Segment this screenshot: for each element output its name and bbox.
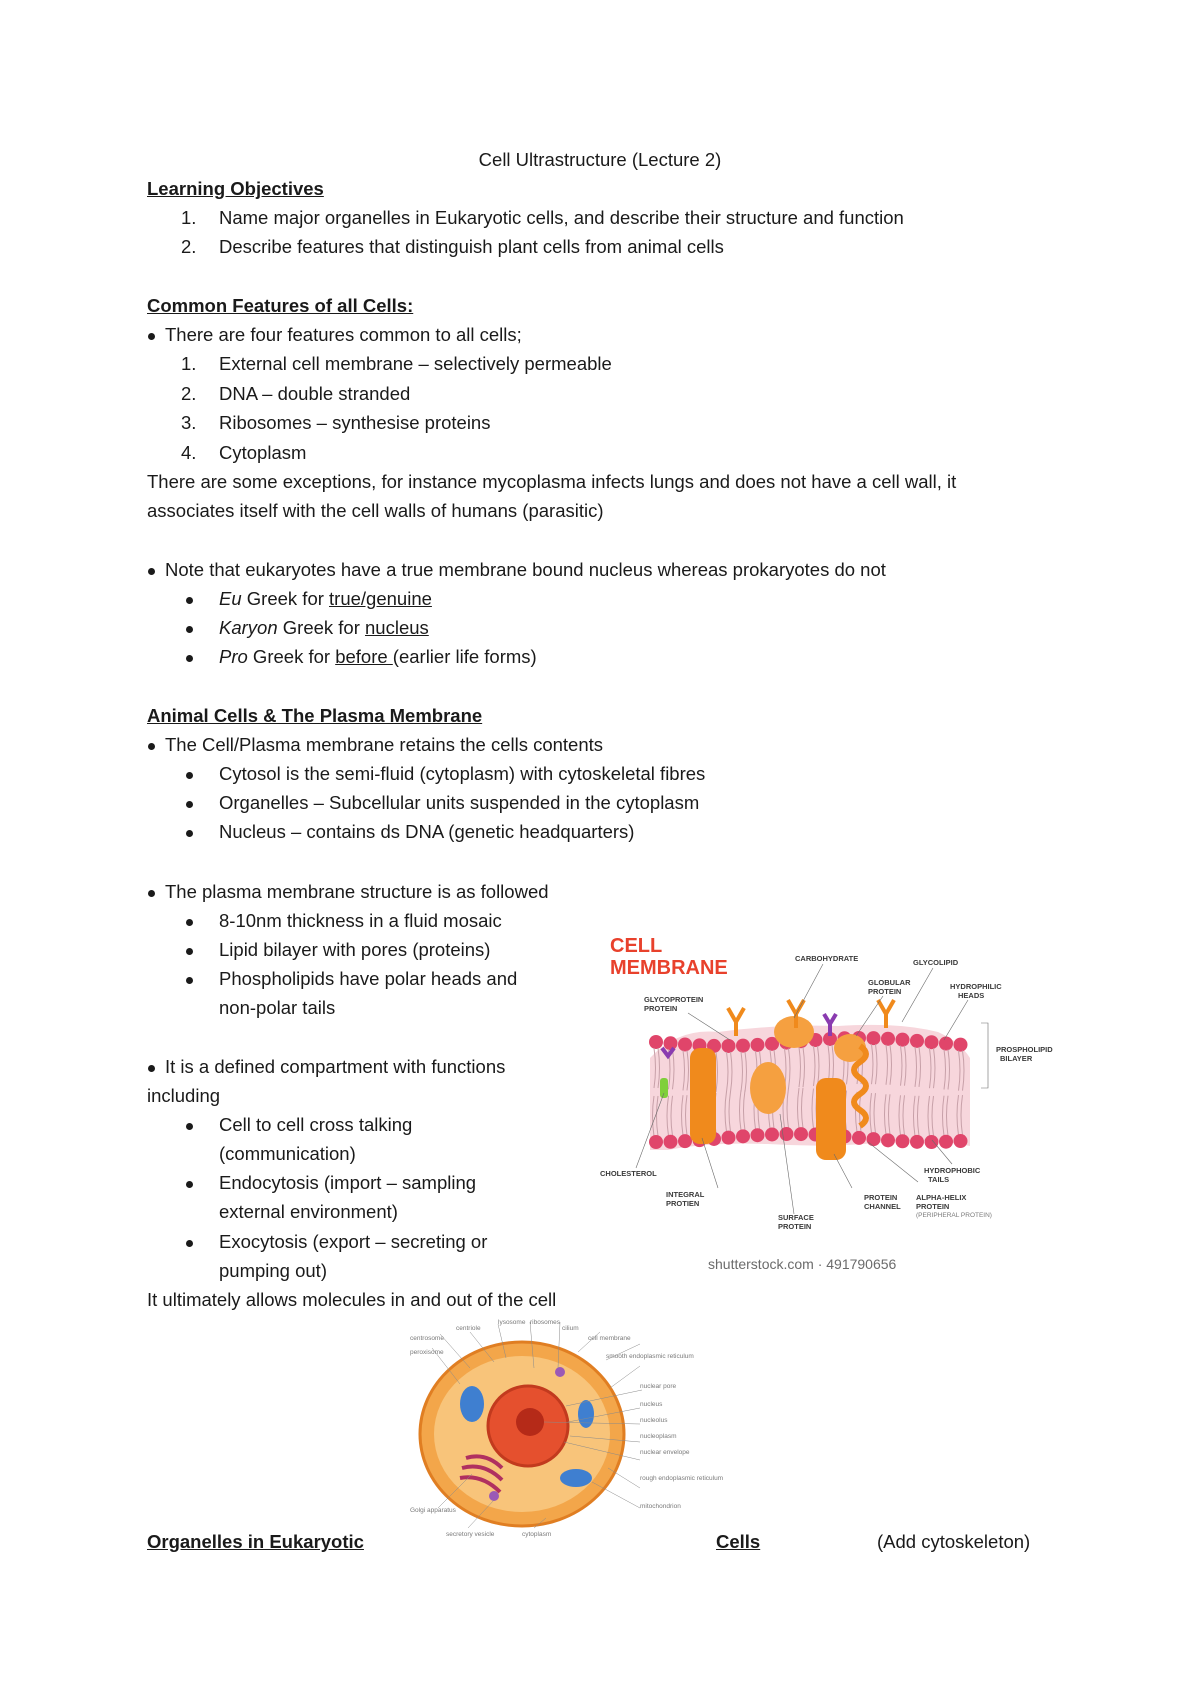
list-number: 2. bbox=[181, 383, 197, 404]
label-rough-er: rough endoplasmic reticulum bbox=[640, 1475, 724, 1482]
bullet-dot bbox=[186, 772, 193, 779]
organelles-heading-cells: Cells bbox=[716, 1531, 761, 1552]
label-hydrophobic: HYDROPHOBIC bbox=[924, 1166, 981, 1175]
animal-point-cont: including bbox=[147, 1085, 221, 1106]
label-alpha-helix: PROTEIN bbox=[916, 1202, 950, 1211]
mitochondrion bbox=[560, 1469, 592, 1487]
term: Karyon bbox=[219, 617, 278, 638]
phospholipid-head bbox=[954, 1134, 968, 1148]
cholesterol bbox=[660, 1078, 668, 1098]
objectives-heading: Learning Objectives bbox=[147, 178, 324, 199]
label-hydrophilic: HEADS bbox=[958, 991, 985, 1000]
phospholipid-head bbox=[765, 1127, 779, 1141]
phospholipid-head bbox=[751, 1128, 765, 1142]
integral-protein bbox=[690, 1048, 716, 1144]
function-item: Exocytosis (export – secreting or bbox=[219, 1231, 488, 1252]
phospholipid-head bbox=[852, 1131, 866, 1145]
label-smooth-er: smooth endoplasmic reticulum bbox=[606, 1353, 694, 1360]
etymology-item bbox=[219, 617, 429, 639]
page-title: Cell Ultrastructure (Lecture 2) bbox=[478, 149, 722, 170]
membrane-title: CELL bbox=[610, 935, 663, 957]
function-item-cont: external environment) bbox=[219, 1201, 398, 1222]
phospholipid-head bbox=[736, 1129, 750, 1143]
animal-point: The plasma membrane structure is as followed bbox=[165, 881, 549, 902]
bullet-dot bbox=[186, 1181, 193, 1188]
animal-subpoint: Nucleus – contains ds DNA (genetic headquarters) bbox=[219, 821, 635, 842]
etymology-meaning: nucleus bbox=[365, 617, 429, 638]
animal-subpoint: Phospholipids have polar heads and bbox=[219, 968, 518, 989]
bullet-dot bbox=[186, 830, 193, 837]
label-surface-protein: SURFACE bbox=[778, 1213, 814, 1222]
phospholipid-head bbox=[722, 1131, 736, 1145]
label-channel: CHANNEL bbox=[864, 1202, 901, 1211]
label-lysosome: lysosome bbox=[498, 1319, 526, 1326]
term: Pro bbox=[219, 646, 248, 667]
label-integral: INTEGRAL bbox=[666, 1190, 705, 1199]
bullet-dot bbox=[148, 890, 155, 897]
bullet-dot bbox=[186, 655, 193, 662]
animal-cell-diagram bbox=[410, 1318, 724, 1540]
phospholipid-head bbox=[736, 1039, 750, 1053]
label-surface-protein: PROTEIN bbox=[778, 1222, 812, 1231]
label-phospholipid: BILAYER bbox=[1000, 1054, 1033, 1063]
phospholipid-head bbox=[939, 1135, 953, 1149]
phospholipid-head bbox=[649, 1035, 663, 1049]
bullet-dot bbox=[148, 333, 155, 340]
exception-text: associates itself with the cell walls of humans (parasitic) bbox=[147, 500, 604, 521]
objective-item: Describe features that distinguish plant cells from animal cells bbox=[219, 236, 724, 257]
label-glycoprotein: GLYCOPROTEIN bbox=[644, 995, 704, 1004]
label-hydrophilic: HYDROPHILIC bbox=[950, 982, 1002, 991]
label-integral: PROTIEN bbox=[666, 1199, 700, 1208]
list-number: 1. bbox=[181, 207, 197, 228]
phospholipid-head bbox=[867, 1031, 881, 1045]
organelles-note: (Add cytoskeleton) bbox=[877, 1531, 1031, 1552]
label-centrosome: centrosome bbox=[410, 1335, 444, 1342]
phospholipid-head bbox=[664, 1135, 678, 1149]
label-nucleoplasm: nucleoplasm bbox=[640, 1433, 677, 1440]
channel-protein bbox=[750, 1062, 786, 1114]
bullet-dot bbox=[186, 977, 193, 984]
phospholipid-head bbox=[896, 1033, 910, 1047]
animal-point: It is a defined compartment with functions bbox=[165, 1056, 506, 1077]
common-intro: There are four features common to all cells; bbox=[165, 324, 522, 345]
bullet-dot bbox=[148, 1065, 155, 1072]
label-alpha-helix: (PERIPHERAL PROTEIN) bbox=[916, 1212, 992, 1219]
cell-membrane-diagram bbox=[598, 928, 1053, 1264]
phospholipid-head bbox=[881, 1133, 895, 1147]
function-item-cont: (communication) bbox=[219, 1143, 356, 1164]
label-nuclear-pore: nuclear pore bbox=[640, 1383, 677, 1390]
label-cholesterol: CHOLESTEROL bbox=[600, 1169, 657, 1178]
bullet-dot bbox=[186, 919, 193, 926]
phospholipid-head bbox=[664, 1036, 678, 1050]
label-glycoprotein: PROTEIN bbox=[644, 1004, 678, 1013]
function-item-cont: pumping out) bbox=[219, 1260, 327, 1281]
exception-text: There are some exceptions, for instance mycoplasma infects lungs and does not have a cell wall, it bbox=[147, 471, 957, 492]
carbohydrate-chain bbox=[878, 1000, 894, 1028]
etymology-item bbox=[219, 588, 432, 610]
bullet-dot bbox=[186, 597, 193, 604]
list-number: 2. bbox=[181, 236, 197, 257]
phospholipid-head bbox=[925, 1035, 939, 1049]
phospholipid-head bbox=[780, 1127, 794, 1141]
protein-channel bbox=[816, 1078, 846, 1160]
phospholipid-head bbox=[678, 1134, 692, 1148]
list-number: 1. bbox=[181, 353, 197, 374]
label-nuclear-envelope: nuclear envelope bbox=[640, 1449, 690, 1456]
common-item: Cytoplasm bbox=[219, 442, 307, 463]
common-item: DNA – double stranded bbox=[219, 383, 411, 404]
label-globular: PROTEIN bbox=[868, 987, 902, 996]
bullet-dot bbox=[148, 743, 155, 750]
phospholipid-head bbox=[867, 1132, 881, 1146]
label-phospholipid: PROSPHOLIPID bbox=[996, 1045, 1053, 1054]
label-golgi: Golgi apparatus bbox=[410, 1507, 456, 1514]
closing-text: It ultimately allows molecules in and out of the cell bbox=[147, 1289, 557, 1310]
bullet-dot bbox=[186, 1123, 193, 1130]
etymology-item bbox=[219, 646, 537, 668]
etymology-meaning: before bbox=[335, 646, 393, 667]
label-nucleolus: nucleolus bbox=[640, 1417, 668, 1424]
phospholipid-head bbox=[794, 1127, 808, 1141]
label-secretory-vesicle: secretory vesicle bbox=[446, 1531, 495, 1538]
nucleolus bbox=[516, 1408, 544, 1436]
label-cytoplasm: cytoplasm bbox=[522, 1531, 552, 1538]
animal-subpoint: Organelles – Subcellular units suspended in the cytoplasm bbox=[219, 792, 700, 813]
membrane-title: MEMBRANE bbox=[610, 957, 728, 979]
label-carbohydrate: CARBOHYDRATE bbox=[795, 954, 859, 963]
animal-point: The Cell/Plasma membrane retains the cells contents bbox=[165, 734, 604, 755]
label-glycolipid: GLYCOLIPID bbox=[913, 958, 959, 967]
list-number: 3. bbox=[181, 412, 197, 433]
common-item: Ribosomes – synthesise proteins bbox=[219, 412, 491, 433]
bullet-dot bbox=[186, 1240, 193, 1247]
label-ribosomes: ribosomes bbox=[530, 1319, 560, 1326]
phospholipid-head bbox=[722, 1039, 736, 1053]
label-cilium: cilium bbox=[562, 1325, 579, 1332]
etymology-text: Greek for bbox=[241, 588, 330, 609]
bullet-dot bbox=[186, 801, 193, 808]
phospholipid-head bbox=[896, 1134, 910, 1148]
label-globular: GLOBULAR bbox=[868, 978, 911, 987]
common-item: External cell membrane – selectively permeable bbox=[219, 353, 612, 374]
animal-subpoint: Lipid bilayer with pores (proteins) bbox=[219, 939, 491, 960]
phospholipid-head bbox=[954, 1038, 968, 1052]
phospholipid-head bbox=[925, 1135, 939, 1149]
eukaryote-note: Note that eukaryotes have a true membrane bound nucleus whereas prokaryotes do not bbox=[165, 559, 886, 580]
list-number: 4. bbox=[181, 442, 197, 463]
label-centriole: centriole bbox=[456, 1325, 481, 1332]
function-item: Cell to cell cross talking bbox=[219, 1114, 413, 1135]
bullet-dot bbox=[186, 948, 193, 955]
label-hydrophobic: TAILS bbox=[928, 1175, 950, 1184]
bullet-dot bbox=[186, 626, 193, 633]
etymology-text: Greek for bbox=[277, 617, 366, 638]
phospholipid-head bbox=[910, 1135, 924, 1149]
figure-caption: shutterstock.com · 491790656 bbox=[708, 1256, 897, 1272]
phospholipid-head bbox=[751, 1038, 765, 1052]
label-channel: PROTEIN bbox=[864, 1193, 898, 1202]
phospholipid-head bbox=[678, 1037, 692, 1051]
label-nucleus: nucleus bbox=[640, 1401, 663, 1408]
animal-subpoint-cont: non-polar tails bbox=[219, 997, 336, 1018]
phospholipid-head bbox=[881, 1032, 895, 1046]
common-heading: Common Features of all Cells: bbox=[147, 295, 414, 316]
etymology-meaning: true/genuine bbox=[329, 588, 432, 609]
label-peroxisome: peroxisome bbox=[410, 1349, 444, 1356]
animal-subpoint: Cytosol is the semi-fluid (cytoplasm) with cytoskeletal fibres bbox=[219, 763, 706, 784]
lysosome bbox=[555, 1367, 565, 1377]
phospholipid-head bbox=[910, 1034, 924, 1048]
mitochondrion bbox=[460, 1386, 484, 1422]
mitochondrion bbox=[578, 1400, 594, 1428]
etymology-tail: (earlier life forms) bbox=[392, 646, 537, 667]
term: Eu bbox=[219, 588, 242, 609]
organelles-heading: Organelles in Eukaryotic bbox=[147, 1531, 364, 1552]
etymology-text: Greek for bbox=[247, 646, 336, 667]
phospholipid-head bbox=[939, 1036, 953, 1050]
animal-heading: Animal Cells & The Plasma Membrane bbox=[147, 705, 483, 726]
phospholipid-head bbox=[649, 1135, 663, 1149]
bullet-dot bbox=[148, 568, 155, 575]
function-item: Endocytosis (import – sampling bbox=[219, 1172, 477, 1193]
label-alpha-helix: ALPHA-HELIX bbox=[916, 1193, 967, 1202]
objective-item: Name major organelles in Eukaryotic cells, and describe their structure and function bbox=[219, 207, 904, 228]
label-mitochondrion: mitochondrion bbox=[640, 1503, 681, 1510]
animal-subpoint: 8-10nm thickness in a fluid mosaic bbox=[219, 910, 502, 931]
secretory-vesicle bbox=[489, 1491, 499, 1501]
label-cell-membrane: cell membrane bbox=[588, 1335, 631, 1342]
